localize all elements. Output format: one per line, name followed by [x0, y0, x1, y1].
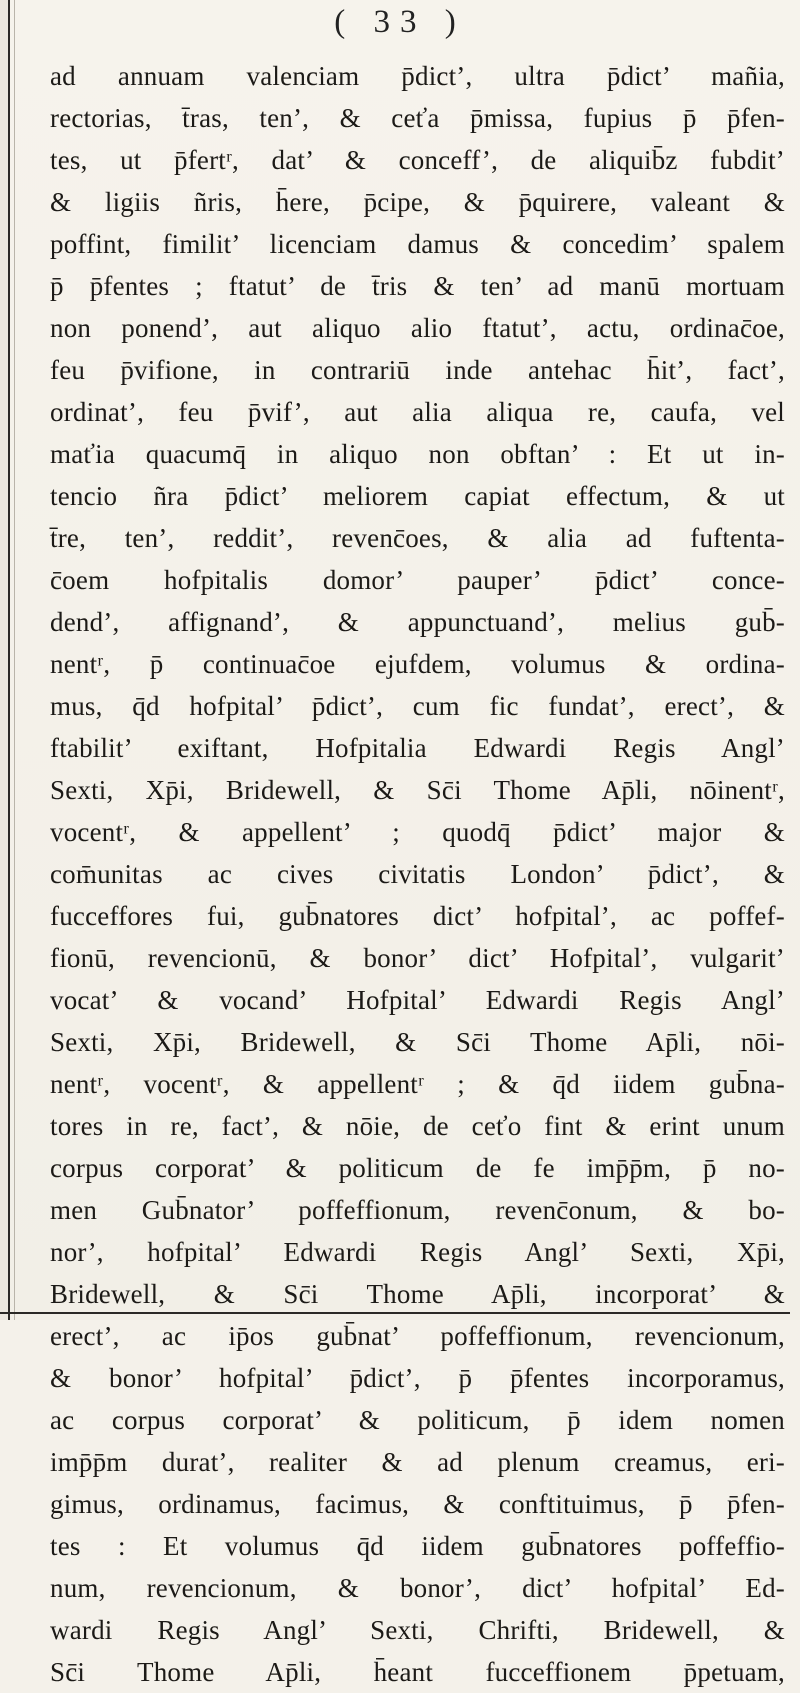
text-line: tencio ñra p̄dict’ meliorem capiat effectum, & ut	[50, 481, 785, 511]
text-line: ftabilit’ exiftant, Hofpitalia Edwardi Regis Angl’	[50, 733, 785, 763]
text-line: Sexti, Xp̄i, Bridewell, & Sc̄i Thome Ap̄li, nōinentʳ,	[50, 775, 785, 805]
text-line: wardi Regis Angl’ Sexti, Chrifti, Bridewell, &	[50, 1615, 785, 1645]
text-line: fucceffores fui, gub̄natores dict’ hofpital’, ac poffef-	[50, 901, 785, 931]
text-line: ac corpus corporat’ & politicum, p̄ idem nomen	[50, 1405, 785, 1435]
text-line: com̄unitas ac cives civitatis London’ p̄dict’, &	[50, 859, 785, 889]
text-line: vocentʳ, & appellent’ ; quodq̄ p̄dict’ major &	[50, 817, 785, 847]
text-line: Bridewell, & Sc̄i Thome Ap̄li, incorporat’ &	[50, 1279, 785, 1309]
text-line: corpus corporat’ & politicum de fe imp̄p̄m, p̄ no-	[50, 1153, 785, 1183]
text-line: non ponend’, aut aliquo alio ftatut’, actu, ordinac̄oe,	[50, 313, 785, 343]
text-line: erect’, ac ip̄os gub̄nat’ poffeffionum, revencionum,	[50, 1321, 785, 1351]
text-line: men Gub̄nator’ poffeffionum, revenc̄onum, & bo-	[50, 1195, 785, 1225]
text-line: feu p̄vifione, in contrariū inde antehac h̄it’, fact’,	[50, 355, 785, 385]
text-line: Sexti, Xp̄i, Bridewell, & Sc̄i Thome Ap̄li, nōi-	[50, 1027, 785, 1057]
text-line: imp̄p̄m durat’, realiter & ad plenum creamus, eri-	[50, 1447, 785, 1477]
text-line: t̄re, ten’, reddit’, revenc̄oes, & alia ad fuftenta-	[50, 523, 785, 553]
text-line: c̄oem hofpitalis domor’ pauper’ p̄dict’ conce-	[50, 565, 785, 595]
body-text	[50, 55, 785, 1693]
page-cutoff-rule	[0, 1312, 790, 1320]
text-line: poffint, fimilit’ licenciam damus & concedim’ spalem	[50, 229, 785, 259]
page-left-rule	[14, 0, 15, 1320]
text-line: rectorias, t̄ras, ten’, & ceťa p̄missa, fupius p̄ p̄fen-	[50, 103, 785, 133]
text-line: & bonor’ hofpital’ p̄dict’, p̄ p̄fentes incorporamus,	[50, 1363, 785, 1393]
text-line: num, revencionum, & bonor’, dict’ hofpital’ Ed-	[50, 1573, 785, 1603]
text-line: fionū, revencionū, & bonor’ dict’ Hofpital’, vulgarit’	[50, 943, 785, 973]
text-line: nor’, hofpital’ Edwardi Regis Angl’ Sexti, Xp̄i,	[50, 1237, 785, 1267]
text-line: tes : Et volumus q̄d iidem gub̄natores poffeffio-	[50, 1531, 785, 1561]
text-line: nentʳ, vocentʳ, & appellentʳ ; & q̄d iidem gub̄na-	[50, 1069, 785, 1099]
text-line: tes, ut p̄fertʳ, dat’ & conceff’, de aliquib̄z fubdit’	[50, 145, 785, 175]
text-line: gimus, ordinamus, facimus, & conftituimus, p̄ p̄fen-	[50, 1489, 785, 1519]
text-line: p̄ p̄fentes ; ftatut’ de t̄ris & ten’ ad manū mortuam	[50, 271, 785, 301]
text-line: Sc̄i Thome Ap̄li, h̄eant fucceffionem p̄petuam,	[50, 1657, 785, 1687]
text-line: maťia quacumq̄ in aliquo non obftan’ : Et ut in-	[50, 439, 785, 469]
page-left-edge	[0, 0, 10, 1320]
text-line: dend’, affignand’, & appunctuand’, melius gub̄-	[50, 607, 785, 637]
text-line: ad annuam valenciam p̄dict’, ultra p̄dict’ mañia,	[50, 61, 785, 91]
text-line: nentʳ, p̄ continuac̄oe ejufdem, volumus & ordina-	[50, 649, 785, 679]
text-line: vocat’ & vocand’ Hofpital’ Edwardi Regis Angl’	[50, 985, 785, 1015]
text-line: & ligiis ñris, h̄ere, p̄cipe, & p̄quirere, valeant &	[50, 187, 785, 217]
text-line: tores in re, fact’, & nōie, de ceťo fint & erint unum	[50, 1111, 785, 1141]
page-number: ( 33 )	[334, 4, 466, 40]
text-line: ordinat’, feu p̄vif’, aut alia aliqua re, caufa, vel	[50, 397, 785, 427]
text-line: mus, q̄d hofpital’ p̄dict’, cum fic fundat’, erect’, &	[50, 691, 785, 721]
